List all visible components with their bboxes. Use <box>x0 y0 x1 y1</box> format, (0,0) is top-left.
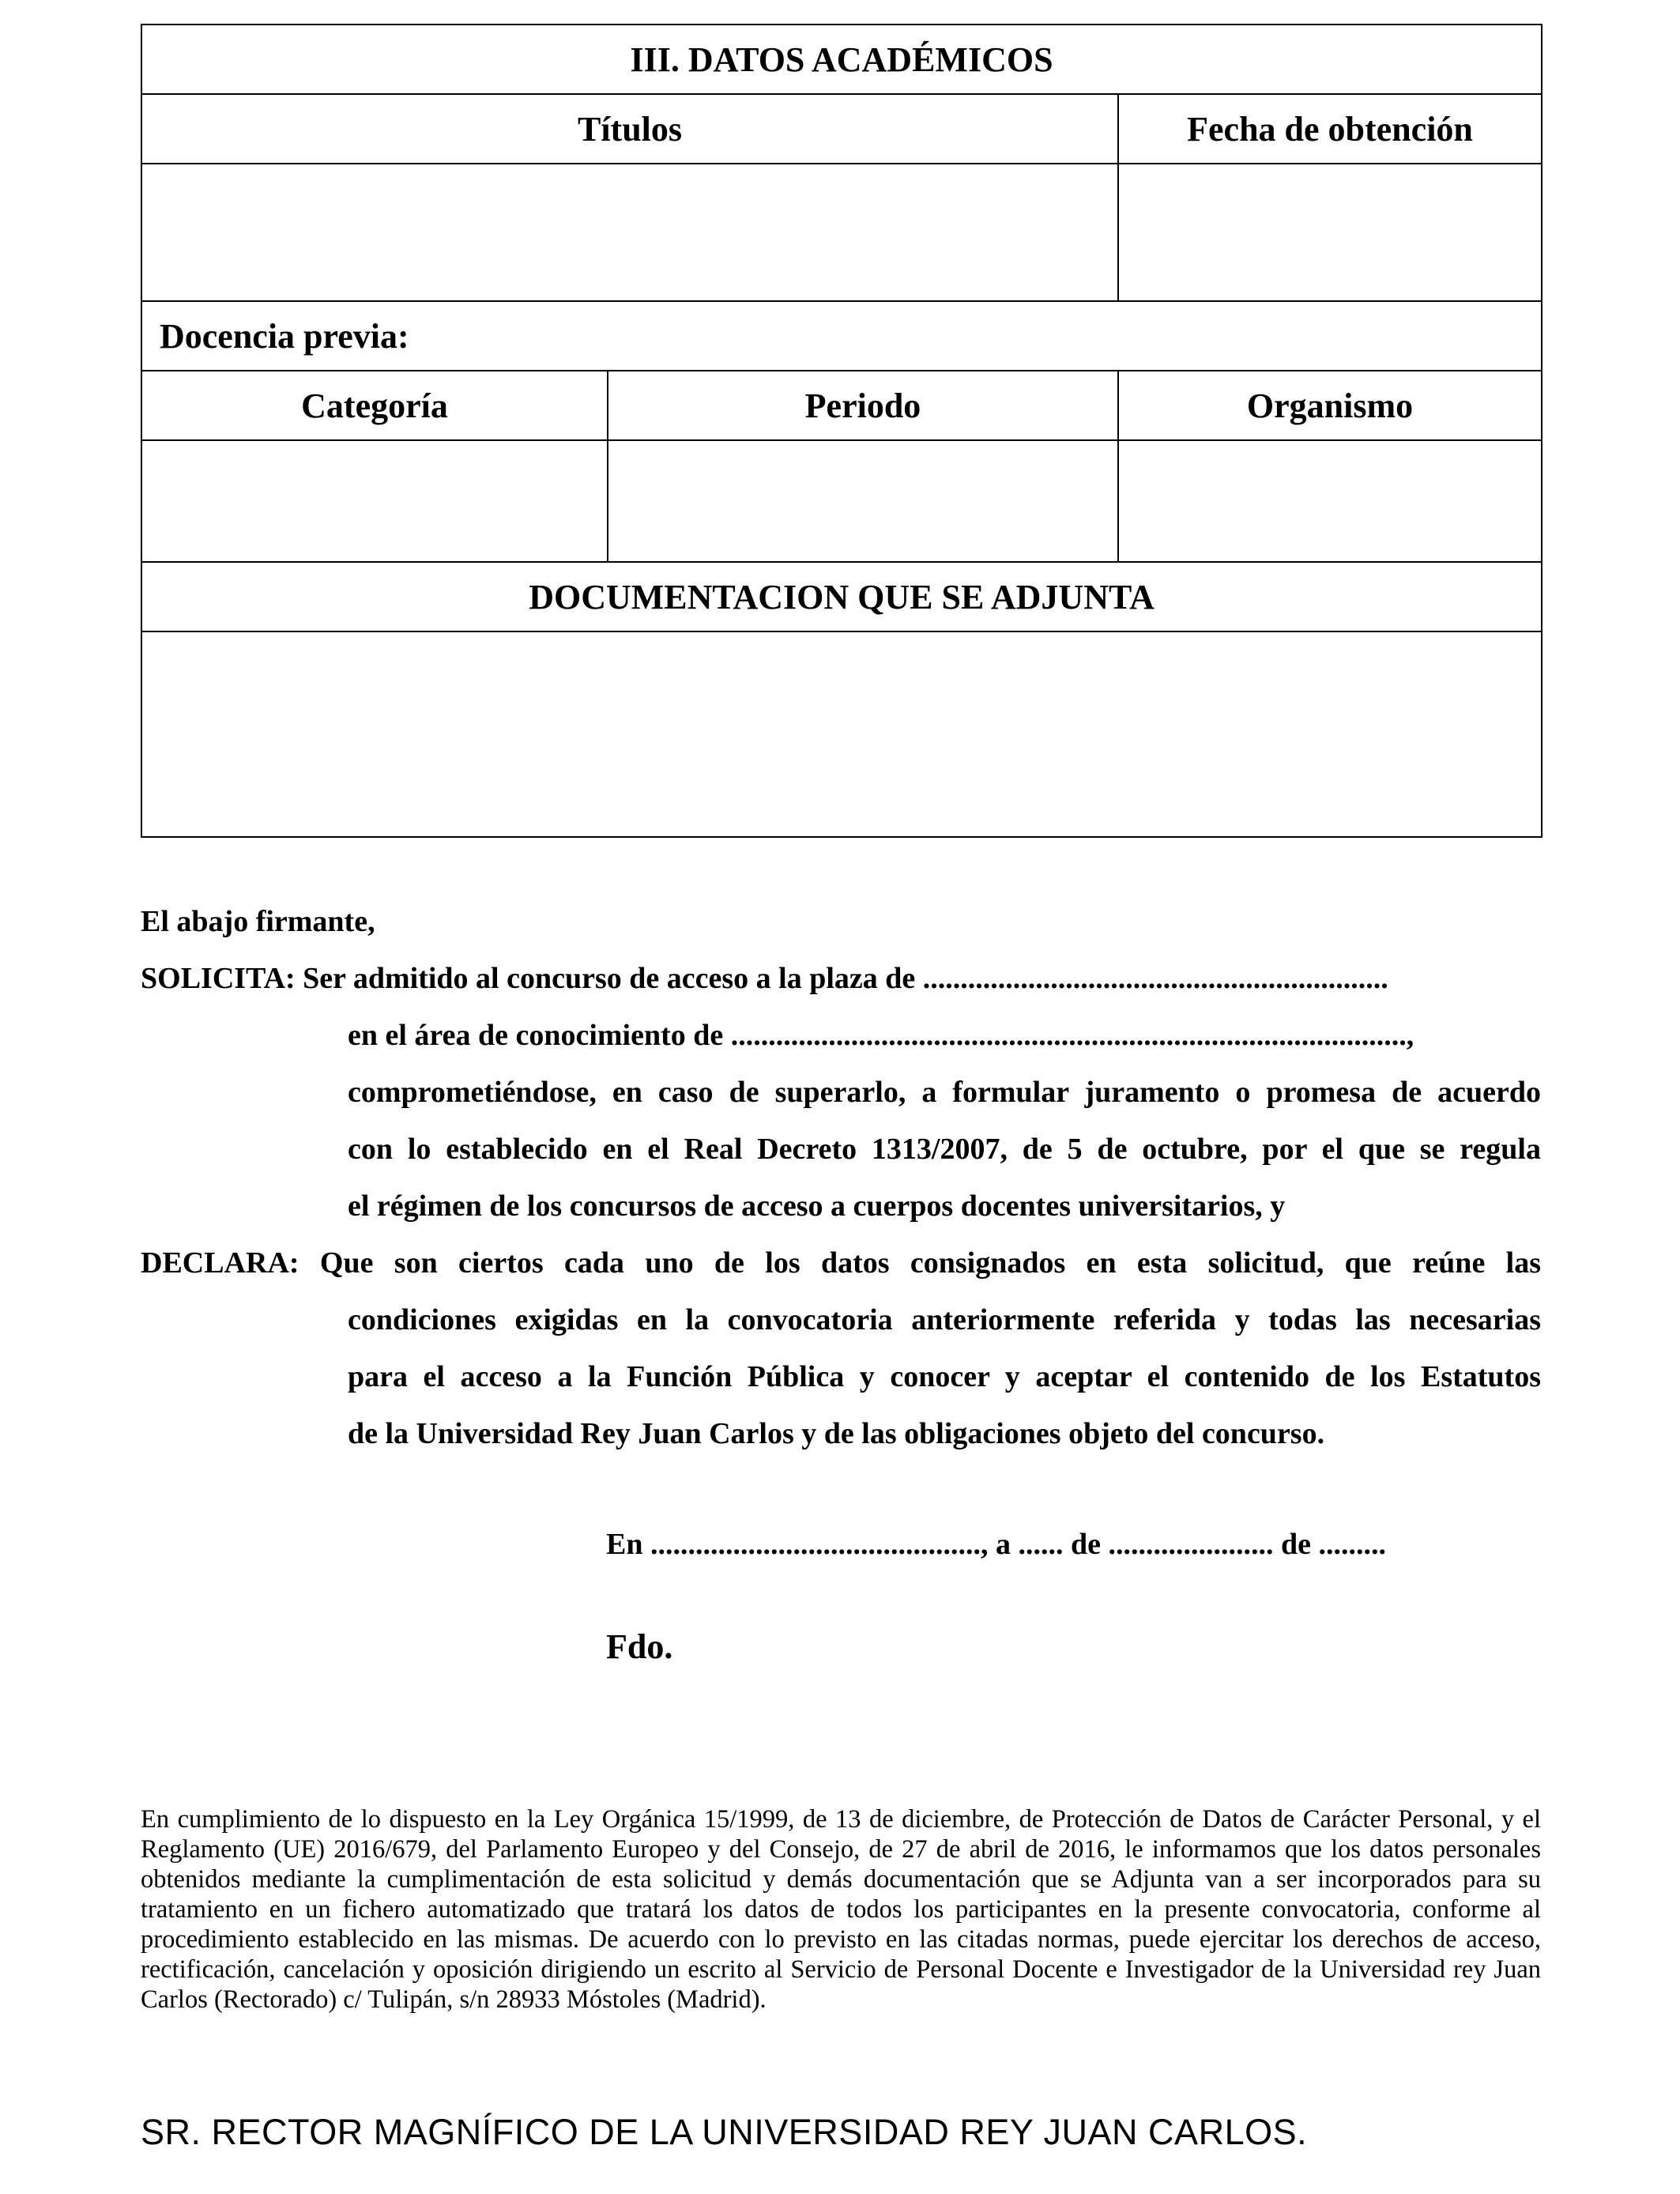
organism-field[interactable] <box>1118 440 1542 562</box>
declara-line-4: de la Universidad Rey Juan Carlos y de las obligaciones objeto del concurso. <box>348 1417 1325 1450</box>
commit-line-2: con lo establecido en el Real Decreto 1313/2007, de 5 de octubre, por el que se regula <box>348 1133 1541 1166</box>
place-date-line: En ............................................, a ...... de ...................... de ......... <box>606 1528 1386 1561</box>
category-header: Categoría <box>141 371 608 440</box>
prior-teaching-label: Docencia previa: <box>141 301 1542 371</box>
declara-line-3: para el acceso a la Función Pública y conocer y aceptar el contenido de los Estatutos <box>348 1360 1541 1393</box>
declara-line-2: condiciones exigidas en la convocatoria anteriormente referida y todas las necesarias <box>348 1303 1541 1336</box>
section-title: III. DATOS ACADÉMICOS <box>141 25 1542 94</box>
area-line: en el área de conocimiento de .........................................................................................., <box>348 1019 1414 1052</box>
attachments-title: DOCUMENTACION QUE SE ADJUNTA <box>141 562 1542 631</box>
commit-line-1: comprometiéndose, en caso de superarlo, a formular juramento o promesa de acuerdo <box>348 1076 1541 1109</box>
signature-label: Fdo. <box>606 1627 673 1666</box>
titles-header: Títulos <box>141 94 1118 164</box>
declara-line: DECLARA: Que son ciertos cada uno de los datos consignados en esta solicitud, que reúne las <box>141 1246 1541 1280</box>
date-obtained-field[interactable] <box>1118 164 1542 301</box>
category-field[interactable] <box>141 440 608 562</box>
attachments-field[interactable] <box>141 631 1542 837</box>
period-field[interactable] <box>608 440 1118 562</box>
organism-header: Organismo <box>1118 371 1542 440</box>
solicita-line: SOLICITA: Ser admitido al concurso de acceso a la plaza de .............................................................. <box>141 962 1388 995</box>
data-protection-notice: En cumplimiento de lo dispuesto en la Ley Orgánica 15/1999, de 13 de diciembre, de Protección de Datos de Carácter Personal, y el Reglamento (UE) 2016/679, del Parlamento Europeo y del Consejo, de 27 de abril de 2016, le informamos que los datos personales obtenidos mediante la cumplimentación de esta solicitud y demás documentación que se Adjunta van a ser incorporados para su tratamiento en un fichero automatizado que tratará los datos de todos los participantes en la presente convocatoria, conforme al procedimiento establecido en las mismas. De acuerdo con lo previsto en las citadas normas, puede ejercitar los derechos de acceso, rectificación, cancelación y oposición dirigiendo un escrito al Servicio de Personal Docente e Investigador de la Universidad rey Juan Carlos (Rectorado) c/ Tulipán, s/n 28933 Móstoles (Madrid). <box>141 1805 1541 2014</box>
titles-field[interactable] <box>141 164 1118 301</box>
date-obtained-header: Fecha de obtención <box>1118 94 1542 164</box>
period-header: Periodo <box>608 371 1118 440</box>
addressee-line: SR. RECTOR MAGNÍFICO DE LA UNIVERSIDAD REY JUAN CARLOS. <box>141 2112 1308 2152</box>
academic-data-table <box>141 24 1543 838</box>
intro-line: El abajo firmante, <box>141 905 375 938</box>
commit-line-3: el régimen de los concursos de acceso a cuerpos docentes universitarios, y <box>348 1189 1286 1223</box>
